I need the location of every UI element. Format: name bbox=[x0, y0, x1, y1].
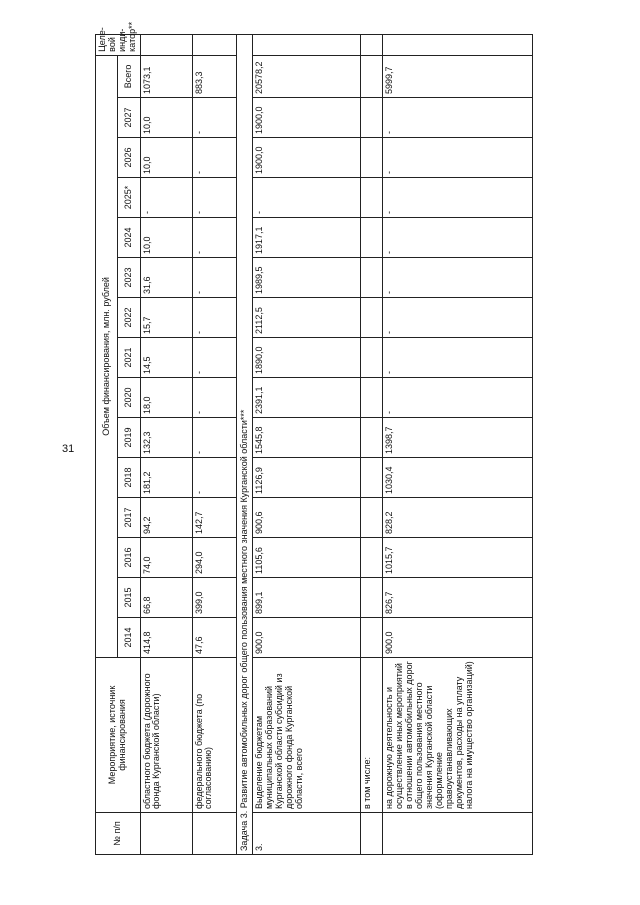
total-cell: 1073,1 bbox=[140, 55, 192, 97]
value-cell: - bbox=[192, 178, 236, 218]
value-cell bbox=[361, 378, 383, 418]
table-row bbox=[192, 34, 236, 854]
value-cell: - bbox=[253, 178, 361, 218]
total-header: Всего bbox=[118, 55, 140, 97]
task-3-heading: Задача 3. Развитие автомобильных дорог общего пользования местного значения Курганской области*** bbox=[236, 34, 253, 854]
value-cell: 2391,1 bbox=[253, 378, 361, 418]
value-cell bbox=[361, 498, 383, 538]
value-cell bbox=[361, 618, 383, 658]
col-indicator-header: Целе-вой инди-катор** bbox=[96, 34, 141, 55]
year-header: 2021 bbox=[118, 338, 140, 378]
indicator-cell bbox=[140, 34, 192, 55]
value-cell: - bbox=[192, 338, 236, 378]
value-cell: 1900,0 bbox=[253, 138, 361, 178]
value-cell: - bbox=[383, 298, 533, 338]
row-no bbox=[192, 813, 236, 855]
year-header: 2015 bbox=[118, 578, 140, 618]
row-name: на дорожную деятельность и осуществление иных мероприятий в отношении автомобильных дорог общего пользования местного значения Курганской области (оформление правоустанавливающих документов, расходы на уплату налога на имущество организаций) bbox=[383, 658, 533, 813]
value-cell bbox=[361, 538, 383, 578]
total-cell bbox=[361, 55, 383, 97]
value-cell: 1989,5 bbox=[253, 258, 361, 298]
year-header: 2027 bbox=[118, 98, 140, 138]
table-row bbox=[140, 34, 192, 854]
value-cell: 10,0 bbox=[140, 138, 192, 178]
value-cell: 181,2 bbox=[140, 458, 192, 498]
value-cell: - bbox=[383, 178, 533, 218]
row-no bbox=[140, 813, 192, 855]
indicator-cell bbox=[192, 34, 236, 55]
rotated-table-container bbox=[95, 21, 535, 855]
col-measure-header: Мероприятие, источник финансирования bbox=[96, 658, 141, 813]
value-cell bbox=[361, 298, 383, 338]
year-header: 2020 bbox=[118, 378, 140, 418]
value-cell: 399,0 bbox=[192, 578, 236, 618]
indicator-cell bbox=[361, 34, 383, 55]
value-cell: 2112,5 bbox=[253, 298, 361, 338]
value-cell bbox=[361, 178, 383, 218]
table-row bbox=[383, 34, 533, 854]
value-cell: 899,1 bbox=[253, 578, 361, 618]
row-name: федерального бюджета (по согласованию) bbox=[192, 658, 236, 813]
value-cell bbox=[361, 578, 383, 618]
value-cell: 414,8 bbox=[140, 618, 192, 658]
value-cell: 900,0 bbox=[253, 618, 361, 658]
value-cell bbox=[361, 138, 383, 178]
value-cell: 132,3 bbox=[140, 418, 192, 458]
value-cell: - bbox=[140, 178, 192, 218]
year-header: 2022 bbox=[118, 298, 140, 338]
value-cell bbox=[361, 218, 383, 258]
value-cell: 1126,9 bbox=[253, 458, 361, 498]
value-cell: 15,7 bbox=[140, 298, 192, 338]
table-row bbox=[361, 34, 383, 854]
value-cell: 66,8 bbox=[140, 578, 192, 618]
value-cell: - bbox=[383, 138, 533, 178]
page-number: 31 bbox=[62, 443, 75, 455]
year-header: 2018 bbox=[118, 458, 140, 498]
header-row-1 bbox=[96, 34, 118, 854]
value-cell bbox=[361, 418, 383, 458]
value-cell: 10,0 bbox=[140, 218, 192, 258]
value-cell: - bbox=[383, 218, 533, 258]
value-cell: 142,7 bbox=[192, 498, 236, 538]
value-cell: 1900,0 bbox=[253, 98, 361, 138]
value-cell: - bbox=[192, 418, 236, 458]
year-header: 2025* bbox=[118, 178, 140, 218]
row-no: 3. bbox=[253, 813, 361, 855]
value-cell bbox=[361, 458, 383, 498]
value-cell: 1398,7 bbox=[383, 418, 533, 458]
value-cell: - bbox=[383, 378, 533, 418]
row-name: Выделение бюджетам муниципальных образований Курганской области субсидий из дорожного фонда Курганской области, всего bbox=[253, 658, 361, 813]
value-cell: 900,6 bbox=[253, 498, 361, 538]
year-header: 2024 bbox=[118, 218, 140, 258]
value-cell: - bbox=[383, 338, 533, 378]
value-cell: 1030,4 bbox=[383, 458, 533, 498]
value-cell: - bbox=[192, 218, 236, 258]
year-header: 2014 bbox=[118, 618, 140, 658]
value-cell: 94,2 bbox=[140, 498, 192, 538]
table-row bbox=[253, 34, 361, 854]
value-cell: - bbox=[192, 378, 236, 418]
value-cell: 826,7 bbox=[383, 578, 533, 618]
value-cell: - bbox=[192, 458, 236, 498]
row-no bbox=[361, 813, 383, 855]
row-name: в том числе: bbox=[361, 658, 383, 813]
indicator-cell bbox=[383, 34, 533, 55]
financing-table bbox=[95, 21, 533, 855]
value-cell: 1105,6 bbox=[253, 538, 361, 578]
year-header: 2019 bbox=[118, 418, 140, 458]
value-cell: 18,0 bbox=[140, 378, 192, 418]
value-cell: - bbox=[192, 258, 236, 298]
row-no bbox=[383, 813, 533, 855]
value-cell bbox=[361, 98, 383, 138]
value-cell: - bbox=[192, 298, 236, 338]
value-cell: 31,6 bbox=[140, 258, 192, 298]
indicator-cell bbox=[253, 34, 361, 55]
value-cell: - bbox=[383, 258, 533, 298]
row-name: областного бюджета (дорожного фонда Курганской области) bbox=[140, 658, 192, 813]
value-cell: - bbox=[192, 138, 236, 178]
value-cell: 1917,1 bbox=[253, 218, 361, 258]
task-row bbox=[236, 34, 253, 854]
col-no-header: № п/п bbox=[96, 813, 141, 855]
value-cell: 828,2 bbox=[383, 498, 533, 538]
value-cell: 1890,0 bbox=[253, 338, 361, 378]
value-cell: 1015,7 bbox=[383, 538, 533, 578]
value-cell: 14,5 bbox=[140, 338, 192, 378]
value-cell: 10,0 bbox=[140, 98, 192, 138]
year-header: 2026 bbox=[118, 138, 140, 178]
total-cell: 5999,7 bbox=[383, 55, 533, 97]
value-cell bbox=[361, 258, 383, 298]
year-header: 2023 bbox=[118, 258, 140, 298]
year-header: 2016 bbox=[118, 538, 140, 578]
year-header: 2017 bbox=[118, 498, 140, 538]
value-cell: 47,6 bbox=[192, 618, 236, 658]
value-cell: 74,0 bbox=[140, 538, 192, 578]
value-cell: - bbox=[383, 98, 533, 138]
total-cell: 883,3 bbox=[192, 55, 236, 97]
value-cell: 1545,8 bbox=[253, 418, 361, 458]
total-cell: 20578,2 bbox=[253, 55, 361, 97]
value-cell: 294,0 bbox=[192, 538, 236, 578]
value-cell bbox=[361, 338, 383, 378]
value-cell: - bbox=[192, 98, 236, 138]
col-volume-header: Объем финансирования, млн. рублей bbox=[96, 55, 118, 657]
value-cell: 900,0 bbox=[383, 618, 533, 658]
